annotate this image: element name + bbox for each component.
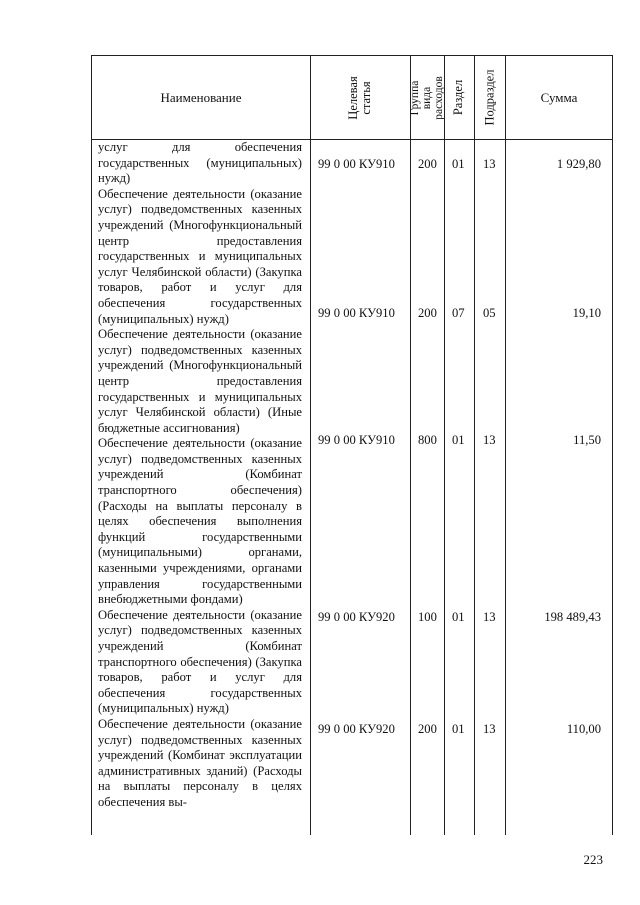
page-number: 223	[583, 852, 603, 867]
header-expense-group	[410, 56, 444, 139]
cell-article: 99 0 00 КУ910	[318, 157, 395, 171]
header-section-label: Раздел	[451, 79, 466, 116]
col-divider	[310, 56, 311, 835]
cell-group: 200	[418, 306, 437, 320]
cell-section: 01	[452, 433, 465, 447]
name-column	[98, 140, 302, 811]
header-section	[444, 56, 474, 139]
cell-section: 07	[452, 306, 465, 320]
header-sum	[505, 56, 613, 139]
col-divider	[410, 56, 411, 835]
col-divider	[444, 56, 445, 835]
cell-subsection: 05	[483, 306, 496, 320]
cell-section: 01	[452, 722, 465, 736]
cell-subsection: 13	[483, 610, 496, 624]
cell-group: 100	[418, 610, 437, 624]
header-sum-label: Сумма	[540, 89, 578, 105]
row-name: Обеспечение деятельности (оказание услуг) подведомственных казенных учреждений (Многофункциональный центр предоставления государственных и муниципальных услуг Челябинской области) (Закупка товаров, работ и услуг для обеспечения государственных (муниципальных) нужд)	[98, 186, 302, 326]
cell-article: 99 0 00 КУ920	[318, 610, 395, 624]
header-name	[92, 56, 310, 139]
header-subsection	[474, 56, 505, 139]
cell-section: 01	[452, 157, 465, 171]
cell-sum: 11,50	[573, 433, 601, 447]
header-target-article-label: Целевая статья	[346, 75, 373, 120]
header-target-article	[310, 56, 410, 139]
cell-subsection: 13	[483, 722, 496, 736]
cell-sum: 1 929,80	[556, 157, 601, 171]
header-subsection-label: Подраздел	[482, 69, 496, 126]
col-divider	[505, 56, 506, 835]
cell-sum: 19,10	[572, 306, 601, 320]
cell-subsection: 13	[483, 157, 496, 171]
row-name: Обеспечение деятельности (оказание услуг) подведомственных казенных учреждений (Комбинат транспортного обеспечения) (Закупка товаров, работ и услуг для обеспечения государственных (муниципальных) нужд)	[98, 607, 302, 716]
cell-group: 200	[418, 722, 437, 736]
cell-sum: 110,00	[566, 722, 601, 736]
budget-table	[91, 55, 613, 835]
cell-group: 200	[418, 157, 437, 171]
row-name: Обеспечение деятельности (оказание услуг) подведомственных казенных учреждений (Комбинат транспортного обеспечения) (Расходы на выплаты персоналу в целях обеспечения выполнения функций государственными (муниципальными) органами, казенными учреждениями, органами управления государственными внебюджетными фондами)	[98, 436, 302, 607]
cell-subsection: 13	[483, 433, 496, 447]
row-name: услуг для обеспечения государственных (муниципальных) нужд)	[98, 140, 302, 186]
row-name: Обеспечение деятельности (оказание услуг) подведомственных казенных учреждений (Комбинат эксплуатации административных зданий) (Расходы на выплаты персоналу в целях обеспечения вы-	[98, 716, 302, 809]
row-name: Обеспечение деятельности (оказание услуг) подведомственных казенных учреждений (Многофункциональный центр предоставления государственных и муниципальных услуг Челябинской области) (Иные бюджетные ассигнования)	[98, 327, 302, 435]
cell-article: 99 0 00 КУ910	[318, 433, 395, 447]
header-expense-group-label: Группа вида расходов	[409, 75, 445, 120]
cell-article: 99 0 00 КУ910	[318, 306, 395, 320]
cell-sum: 198 489,43	[544, 610, 601, 624]
col-divider	[474, 56, 475, 835]
cell-group: 800	[418, 433, 437, 447]
cell-section: 01	[452, 610, 465, 624]
header-name-label: Наименование	[160, 89, 242, 105]
cell-article: 99 0 00 КУ920	[318, 722, 395, 736]
